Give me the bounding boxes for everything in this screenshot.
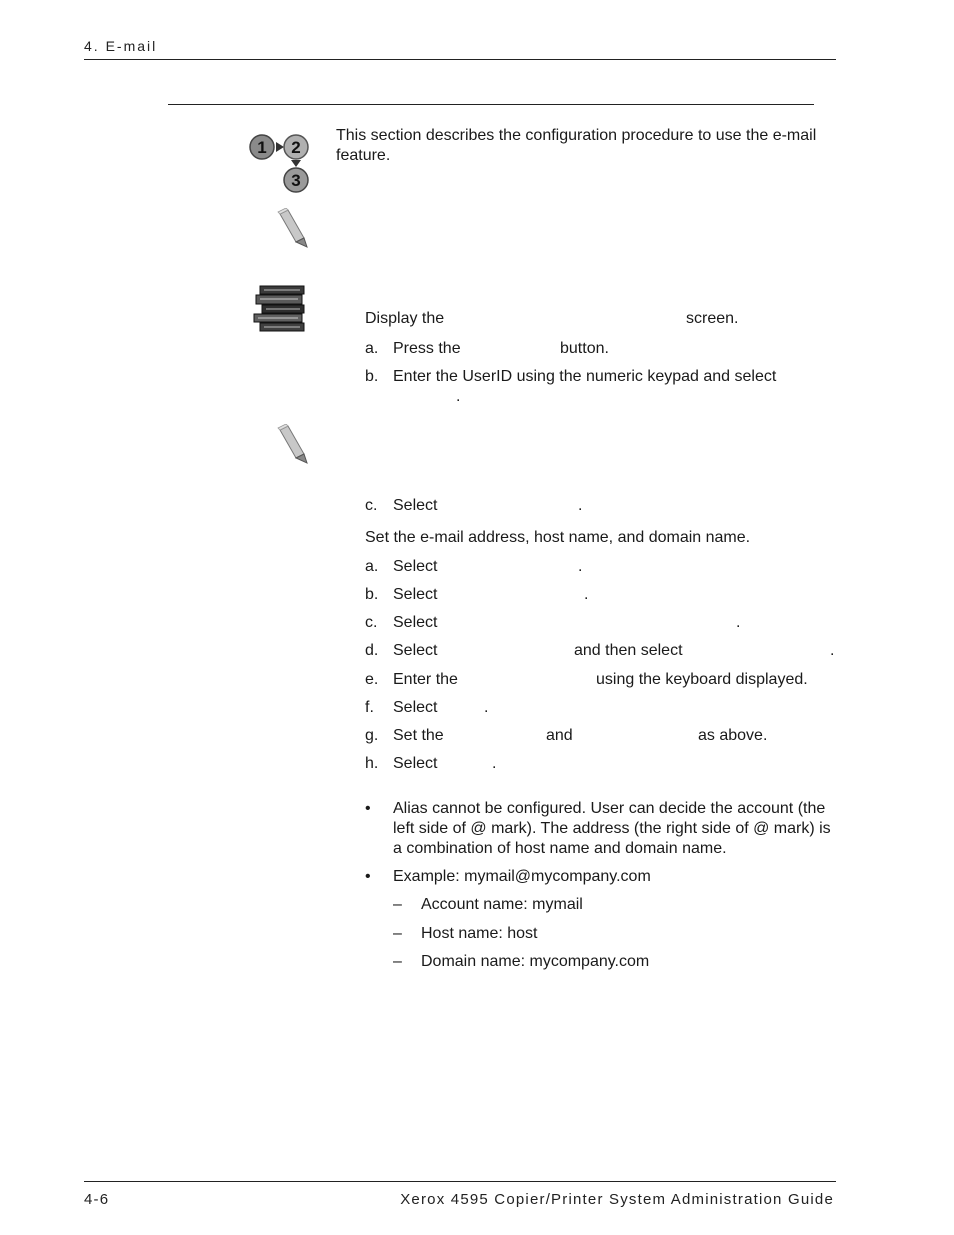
stacked-books-icon (252, 284, 308, 332)
step2-item-end: as above. (698, 727, 768, 744)
step2-item-letter: f. (365, 699, 374, 716)
section-rule (168, 104, 814, 105)
example-note: Example: mymail@mycompany.com (393, 868, 651, 885)
step2-item-text: Select (393, 586, 438, 603)
step1-c-end: . (578, 497, 583, 514)
step2-item-letter: e. (365, 671, 379, 688)
step2-item-text: Select (393, 642, 438, 659)
step1-b-end: . (456, 388, 461, 405)
step2-item-end: using the keyboard displayed. (596, 671, 808, 688)
step1-display-text: Display the (365, 310, 445, 327)
numbered-steps-icon (246, 130, 310, 194)
alias-note: Alias cannot be configured. User can decide the account (the left side of @ mark). The address (the right side of @ mark) is a combination of host name and domain name. (393, 800, 831, 857)
step2-item-end: . (830, 642, 835, 659)
sub-note: Host name: host (421, 925, 538, 942)
step2-item-letter: a. (365, 558, 379, 575)
step1-display-end: screen. (686, 310, 739, 327)
step2-item-text: Select (393, 699, 438, 716)
sub-note: Account name: mymail (421, 896, 583, 913)
dash-marker: – (393, 953, 402, 970)
step2-item-text: Select (393, 755, 438, 772)
bullet-marker: • (365, 868, 371, 885)
svg-text:1: 1 (257, 138, 267, 157)
step2-item-letter: h. (365, 755, 379, 772)
pencil-note-icon (274, 424, 310, 464)
step2-item-end: . (736, 614, 741, 631)
dash-marker: – (393, 925, 402, 942)
step2-intro: Set the e-mail address, host name, and domain name. (365, 529, 751, 546)
pencil-note-icon (274, 208, 310, 248)
guide-title: Xerox 4595 Copier/Printer System Administration Guide (400, 1191, 834, 1208)
step1-a-letter: a. (365, 340, 379, 357)
step2-item-text: Select (393, 558, 438, 575)
step2-item-letter: c. (365, 614, 378, 631)
step1-b-text: Enter the UserID using the numeric keypad and select (393, 368, 777, 385)
sub-note: Domain name: mycompany.com (421, 953, 650, 970)
step1-b-letter: b. (365, 368, 379, 385)
chapter-header: 4. E-mail (84, 38, 158, 54)
dash-marker: – (393, 896, 402, 913)
step2-item-text: Enter the (393, 671, 458, 688)
step2-item-end: . (578, 558, 583, 575)
header-rule (84, 59, 836, 60)
step2-item-letter: d. (365, 642, 379, 659)
svg-text:2: 2 (291, 138, 301, 157)
step2-item-mid: and then select (574, 642, 683, 659)
step1-a-end: button. (560, 340, 609, 357)
step2-item-letter: b. (365, 586, 379, 603)
step2-item-text: Select (393, 614, 438, 631)
bullet-marker: • (365, 800, 371, 817)
svg-text:3: 3 (291, 171, 301, 190)
step2-item-letter: g. (365, 727, 379, 744)
step2-item-end: . (584, 586, 589, 603)
step1-a-text: Press the (393, 340, 461, 357)
step1-c-text: Select (393, 497, 438, 514)
intro-text: This section describes the configuration procedure to use the e-mail feature. (336, 127, 817, 164)
step2-item-mid: and (546, 727, 573, 744)
footer-rule (84, 1181, 836, 1182)
step2-item-end: . (492, 755, 497, 772)
step2-item-end: . (484, 699, 489, 716)
step1-c-letter: c. (365, 497, 378, 514)
step2-item-text: Set the (393, 727, 444, 744)
page-number: 4-6 (84, 1191, 110, 1208)
